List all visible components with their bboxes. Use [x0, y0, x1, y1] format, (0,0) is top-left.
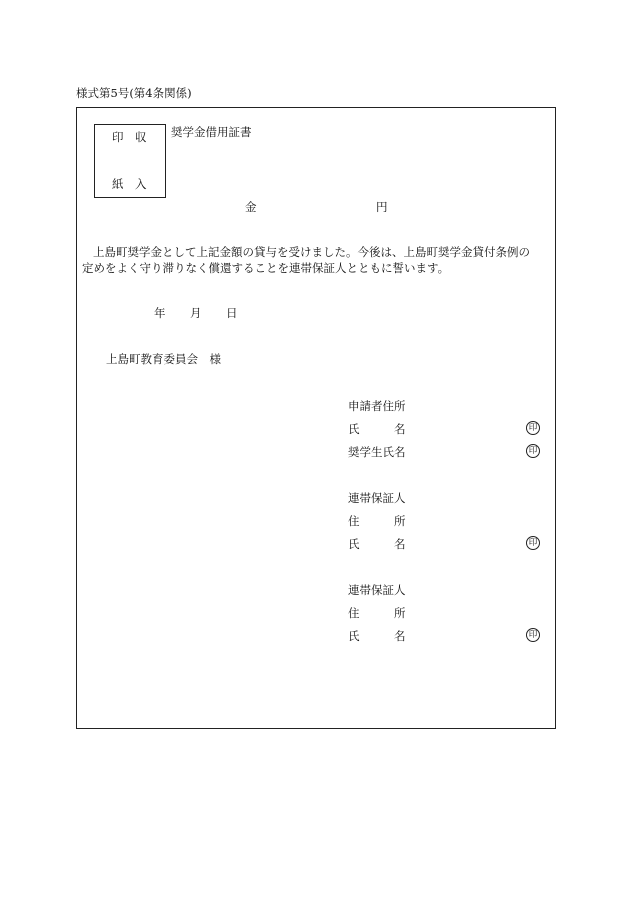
body-text-line-2: 定めをよく守り滞りなく償還することを連帯保証人とともに誓います。	[82, 261, 450, 275]
seal-mark-icon: 印	[526, 421, 540, 435]
date-year-label: 年	[154, 306, 166, 320]
guarantor-2-name-label: 氏 名	[348, 629, 406, 643]
seal-mark-icon: 印	[526, 536, 540, 550]
date-month-label: 月	[190, 306, 202, 320]
document-title: 奨学金借用証書	[171, 125, 252, 139]
applicant-address-label: 申請者住所	[348, 399, 406, 413]
form-frame	[76, 107, 556, 729]
guarantor-1-name-label: 氏 名	[348, 537, 406, 551]
body-text-line-1: 上島町奨学金として上記金額の貸与を受けました。今後は、上島町奨学金貸付条例の	[93, 245, 530, 259]
seal-mark-icon: 印	[526, 628, 540, 642]
stamp-box-top-text: 印 収	[112, 130, 147, 144]
guarantor-1-address-label: 住 所	[348, 514, 406, 528]
date-day-label: 日	[226, 306, 238, 320]
guarantor-1-title: 連帯保証人	[348, 491, 406, 505]
form-number-label: 様式第5号(第4条関係)	[76, 86, 192, 100]
amount-prefix: 金	[245, 200, 257, 214]
stamp-box-bottom-text: 紙 入	[112, 177, 147, 191]
guarantor-2-title: 連帯保証人	[348, 583, 406, 597]
addressee: 上島町教育委員会 様	[106, 352, 221, 366]
student-name-label: 奨学生氏名	[348, 445, 406, 459]
guarantor-2-address-label: 住 所	[348, 606, 406, 620]
seal-mark-icon: 印	[526, 444, 540, 458]
applicant-name-label: 氏 名	[348, 422, 406, 436]
amount-suffix: 円	[376, 200, 388, 214]
